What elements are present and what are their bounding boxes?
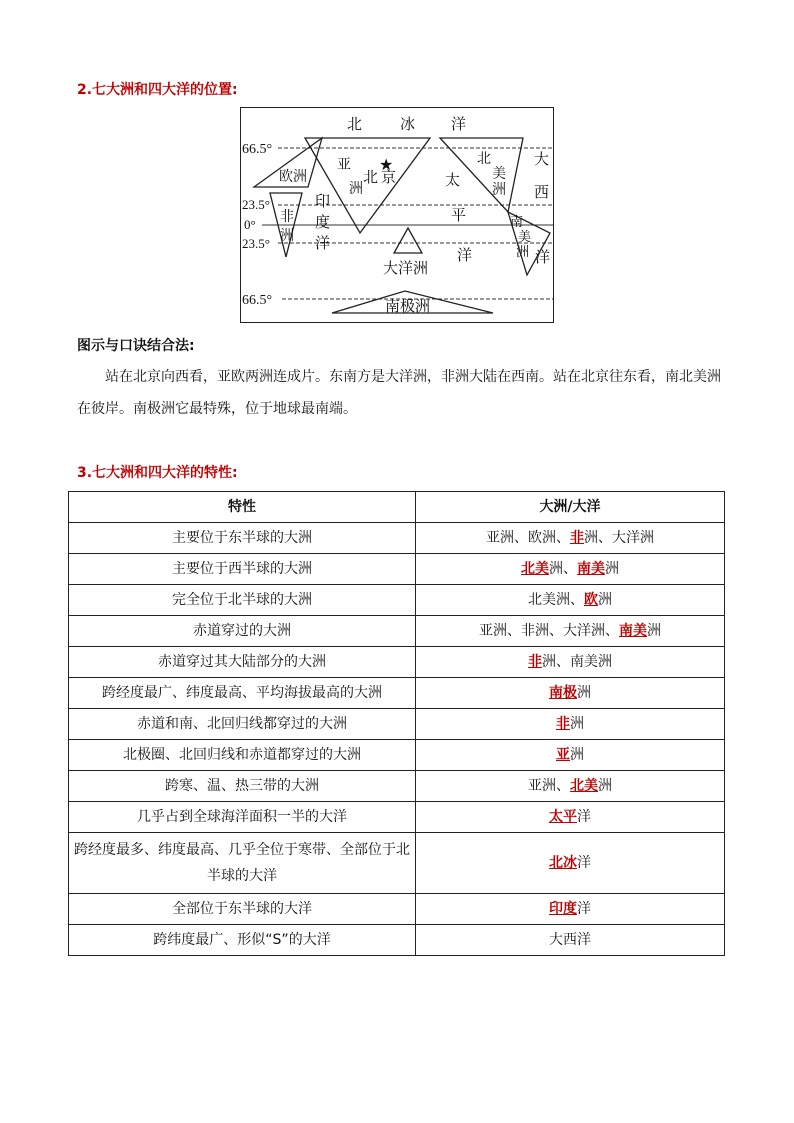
answer-cell	[416, 740, 725, 771]
table-row	[69, 523, 725, 554]
feature-cell: 赤道穿过其大陆部分的大洲	[69, 647, 416, 678]
table-row	[69, 894, 725, 925]
table-row	[69, 709, 725, 740]
pacific-label-3: 洋	[457, 246, 473, 264]
lat-label-66n: 66.5°	[242, 142, 273, 157]
highlighted-answer: 印度	[549, 901, 577, 917]
answer-cell	[416, 771, 725, 802]
answer-cell	[416, 802, 725, 833]
answer-text: 洋	[577, 855, 591, 871]
feature-cell: 主要位于西半球的大洲	[69, 554, 416, 585]
lat-label-23s: 23.5°	[242, 236, 270, 251]
table-row	[69, 616, 725, 647]
arctic-ocean-label-1: 北	[347, 115, 363, 133]
section-2-title: 2.七大洲和四大洋的位置:	[77, 82, 238, 98]
beijing-star-icon: ★	[379, 155, 394, 174]
properties-table	[68, 491, 725, 956]
table-body	[69, 523, 725, 956]
answer-text: 亚洲、欧洲、	[486, 530, 570, 546]
asia-label-2: 洲	[349, 181, 363, 197]
south-america-label-1: 南	[510, 215, 524, 230]
africa-label-2: 洲	[280, 228, 294, 244]
answer-cell	[416, 678, 725, 709]
feature-cell: 主要位于东半球的大洲	[69, 523, 416, 554]
section-3-title: 3.七大洲和四大洋的特性:	[77, 465, 238, 481]
feature-cell: 全部位于东半球的大洋	[69, 894, 416, 925]
indian-ocean-label-1: 印	[315, 192, 331, 210]
asia-label-1: 亚	[337, 157, 351, 173]
feature-cell: 完全位于北半球的大洲	[69, 585, 416, 616]
answer-cell	[416, 925, 725, 956]
south-america-label-3: 洲	[516, 245, 530, 260]
arctic-ocean-label-3: 洋	[451, 115, 467, 133]
highlighted-answer: 非	[556, 716, 570, 732]
pacific-label-2: 平	[451, 206, 467, 224]
answer-cell	[416, 647, 725, 678]
beijing-label-2: 京	[381, 168, 397, 186]
answer-cell	[416, 523, 725, 554]
tips-title: 图示与口诀结合法:	[77, 338, 195, 354]
arctic-ocean-label-2: 冰	[400, 115, 416, 133]
answer-text: 洲	[598, 592, 612, 608]
feature-cell: 跨经度最广、纬度最高、平均海拔最高的大洲	[69, 678, 416, 709]
indian-ocean-label-3: 洋	[315, 234, 331, 252]
table-row	[69, 925, 725, 956]
pacific-label-1: 太	[445, 171, 461, 189]
header-feature: 特性	[69, 492, 416, 523]
lat-label-equator: 0°	[244, 217, 256, 232]
highlighted-answer: 北美	[521, 561, 549, 577]
atlantic-label-3: 洋	[535, 248, 551, 266]
highlighted-answer: 南极	[549, 685, 577, 701]
antarctica-label: 南极洲	[385, 297, 431, 315]
answer-text: 洲	[605, 561, 619, 577]
answer-text: 洲、大洋洲	[584, 530, 654, 546]
table-row	[69, 647, 725, 678]
header-answer: 大洲/大洋	[416, 492, 725, 523]
highlighted-answer: 南美	[619, 623, 647, 639]
feature-cell: 跨经度最多、纬度最高、几乎全位于寒带、全部位于北半球的大洋	[69, 833, 416, 894]
answer-text: 洲、南美洲	[542, 654, 612, 670]
table-row	[69, 678, 725, 709]
answer-text: 洲	[647, 623, 661, 639]
oceania-label: 大洋洲	[383, 259, 429, 277]
answer-text: 北美洲、	[528, 592, 584, 608]
feature-cell: 赤道穿过的大洲	[69, 616, 416, 647]
africa-label-1: 非	[280, 209, 294, 225]
feature-cell: 北极圈、北回归线和赤道都穿过的大洲	[69, 740, 416, 771]
answer-text: 亚洲、	[528, 778, 570, 794]
lat-label-66s: 66.5°	[242, 293, 273, 308]
answer-text: 大西洋	[549, 932, 591, 948]
answer-cell	[416, 554, 725, 585]
table-row	[69, 740, 725, 771]
highlighted-answer: 北冰	[549, 855, 577, 871]
highlighted-answer: 亚	[556, 747, 570, 763]
table-row	[69, 771, 725, 802]
table-row	[69, 833, 725, 894]
highlighted-answer: 非	[570, 530, 584, 546]
highlighted-answer: 太平	[549, 809, 577, 825]
highlighted-answer: 北美	[570, 778, 598, 794]
highlighted-answer: 欧	[584, 592, 598, 608]
feature-cell: 赤道和南、北回归线都穿过的大洲	[69, 709, 416, 740]
table-header-row	[69, 492, 725, 523]
feature-cell: 跨纬度最广、形似“S”的大洋	[69, 925, 416, 956]
answer-text: 洲	[570, 747, 584, 763]
lat-label-23n: 23.5°	[242, 197, 270, 212]
answer-cell	[416, 616, 725, 647]
answer-text: 洲	[570, 716, 584, 732]
north-america-label-3: 洲	[492, 182, 506, 198]
feature-cell: 跨寒、温、热三带的大洲	[69, 771, 416, 802]
answer-cell	[416, 585, 725, 616]
highlighted-answer: 非	[528, 654, 542, 670]
beijing-label-1: 北	[363, 168, 379, 186]
south-america-label-2: 美	[518, 230, 532, 245]
table-row	[69, 585, 725, 616]
answer-text: 洲	[598, 778, 612, 794]
answer-cell	[416, 709, 725, 740]
answer-text: 洲、	[549, 561, 577, 577]
highlighted-answer: 南美	[577, 561, 605, 577]
atlantic-label-1: 大	[534, 150, 550, 168]
answer-text: 洲	[577, 685, 591, 701]
table-row	[69, 802, 725, 833]
atlantic-label-2: 西	[534, 183, 550, 201]
north-america-label-2: 美	[492, 166, 506, 182]
continents-oceans-diagram	[240, 107, 554, 323]
tips-body: 站在北京向西看，亚欧两洲连成片。东南方是大洋洲，非洲大陆在西南。站在北京往东看，南北美洲在彼岸。南极洲它最特殊，位于地球最南端。	[77, 369, 721, 417]
answer-cell	[416, 833, 725, 894]
answer-text: 洋	[577, 809, 591, 825]
answer-cell	[416, 894, 725, 925]
europe-label: 欧洲	[279, 169, 307, 185]
indian-ocean-label-2: 度	[315, 213, 331, 231]
table-row	[69, 554, 725, 585]
answer-text: 亚洲、非洲、大洋洲、	[479, 623, 619, 639]
feature-cell: 几乎占到全球海洋面积一半的大洋	[69, 802, 416, 833]
answer-text: 洋	[577, 901, 591, 917]
north-america-label-1: 北	[477, 151, 491, 167]
